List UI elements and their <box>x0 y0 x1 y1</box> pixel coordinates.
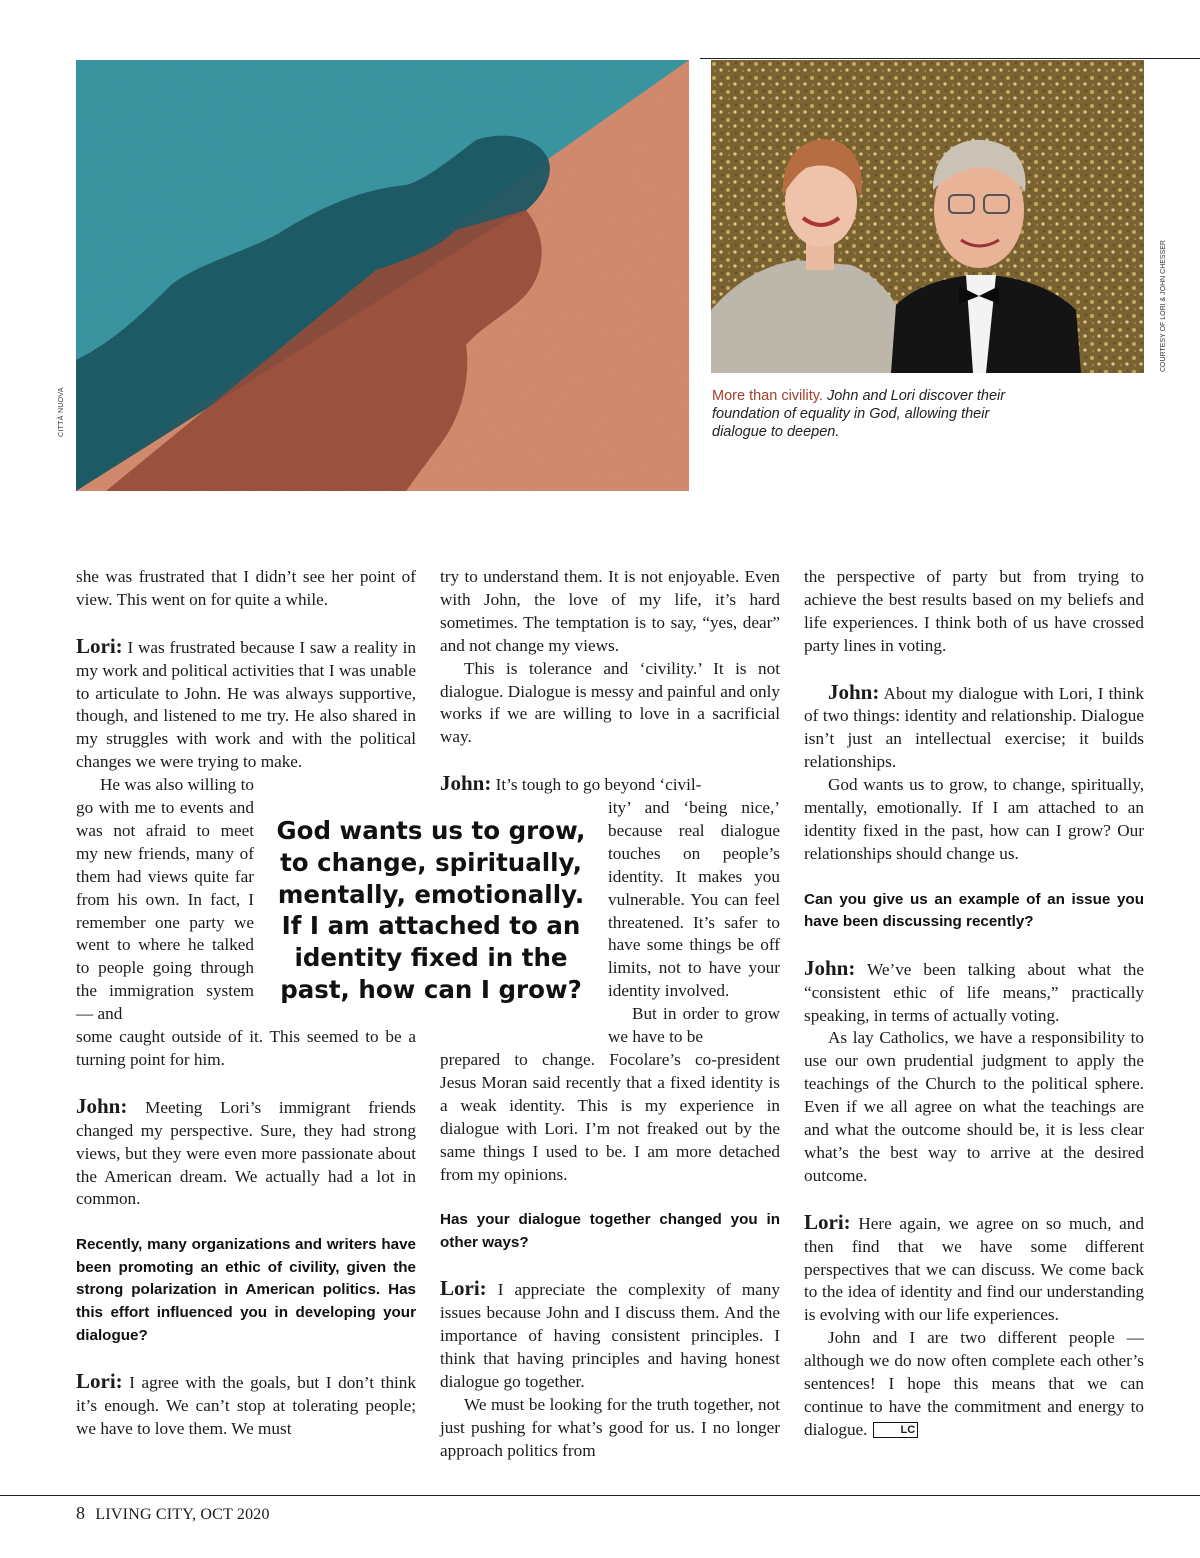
publication-name: LIVING CITY, <box>95 1506 197 1523</box>
interview-question-3: Can you give us an example of an issue you have been discussing recently? <box>804 890 1144 931</box>
col1-continuation: some caught outside of it. This seemed to be a turning point for him. <box>76 1027 416 1070</box>
answer-text: I appreciate the complexity of many issues because John and I discuss them. And the importance of having consistent principles. I think that having principles and having honest dialogue go together. <box>440 1280 780 1392</box>
column-2 <box>440 566 780 1463</box>
page-folio <box>76 1503 270 1524</box>
speaker-label: John: <box>828 679 880 704</box>
col1-john-answer <box>76 1095 416 1212</box>
column-3 <box>804 566 1144 1442</box>
interview-question-1: Recently, many organizations and writers have been promoting an ethic of civility, given the strong polarization in American politics. Has this effort influenced you in developing your dialogue? <box>76 1236 416 1344</box>
col2-narrow-paragraph: ity’ and ‘being nice,’ because real dialogue touches on people’s identity. It makes you vulnerable. You can feel threatened. It’s safer to have some things be off limits, not to have your identity involved. <box>608 798 780 1001</box>
col3-paragraph-2: God wants us to grow, to change, spiritually, mentally, emotionally. If I am attached to an identity fixed in the past, how can I grow? Our relationships should change us. <box>804 775 1144 863</box>
col3-john-answer-2 <box>804 957 1144 1028</box>
col2-last-paragraph: We must be looking for the truth together, not just pushing for what’s good for us. I no longer approach politics from <box>440 1394 780 1460</box>
col1-lori-answer <box>76 635 416 774</box>
top-rule <box>700 58 1200 59</box>
left-photo-credit: CITTÀ NUOVA <box>58 387 65 437</box>
col2-narrow-paragraph-2: But in order to grow we have to be <box>608 1004 780 1047</box>
answer-text: It’s tough to go beyond ‘civil- <box>491 775 702 795</box>
col3-last-paragraph <box>804 1327 1144 1442</box>
col2-continuation: prepared to change. Focolare’s co-president Jesus Moran said recently that a fixed identity is a weak identity. This is my experience in dialogue with Lori. I’m not freaked out by the same things I used to be. I am more detached from my opinions. <box>440 1050 780 1184</box>
col1-paragraph-1: she was frustrated that I didn’t see her point of view. This went on for quite a while. <box>76 567 416 609</box>
pull-quote: God wants us to grow, to change, spiritually, mentally, emotionally. If I am attached to an identity fixed in the past, how can I grow? <box>276 816 586 1004</box>
col3-john-answer <box>804 681 1144 775</box>
interview-question-2: Has your dialogue together changed you in other ways? <box>440 1211 780 1251</box>
col2-paragraph-1: try to understand them. It is not enjoyable. Even with John, the love of my life, it’s hard sometimes. The temptation is to say, “yes, dear” and not change my views. <box>440 567 780 655</box>
col3-paragraph-1: the perspective of party but from trying to achieve the best results based on my beliefs and life experiences. I think both of us have crossed party lines in voting. <box>804 567 1144 655</box>
closing-text: John and I are two different people — although we do now often complete each other’s sentences! I hope this means that we can continue to have the commitment and energy to dialogue. <box>804 1328 1144 1439</box>
col2-paragraph-2: This is tolerance and ‘civility.’ It is not dialogue. Dialogue is messy and painful and only works if we are willing to love in a sacrificial way. <box>440 658 780 747</box>
speaker-label: John: <box>440 771 492 796</box>
answer-text: Meeting Lori’s immigrant friends changed my perspective. Sure, they had strong views, but they were even more passionate about the American dream. We actually had a lot in common. <box>76 1097 416 1209</box>
speaker-label: Lori: <box>76 633 123 658</box>
issue-date: OCT 2020 <box>200 1506 270 1523</box>
col2-lori-answer <box>440 1277 780 1394</box>
answer-text: Here again, we agree on so much, and then find that we have some different perspectives that we can discuss. We come back to the idea of identity and find our understanding is evolving with our life experiences. <box>804 1213 1144 1325</box>
footer-rule <box>0 1495 1200 1496</box>
right-photo-credit: COURTESY OF LORI & JOHN CHESSER <box>1160 240 1167 372</box>
speaker-label: Lori: <box>804 1209 851 1234</box>
shadow-photo <box>76 60 689 491</box>
caption-lead: More than civility. <box>712 388 823 404</box>
page-number: 8 <box>76 1503 86 1523</box>
speaker-label: Lori: <box>76 1369 123 1394</box>
end-mark-icon: LC <box>873 1422 918 1438</box>
couple-photo <box>711 60 1144 373</box>
caption-text: John and Lori discover their foundation of equality in God, allowing their dialogue to deepen. <box>712 388 1006 440</box>
speaker-label: John: <box>76 1093 128 1118</box>
photo-caption <box>712 387 1012 441</box>
speaker-label: Lori: <box>440 1276 487 1301</box>
col1-lori-answer-2 <box>76 1370 416 1441</box>
col1-narrow-paragraph: He was also willing to go with me to events and was not afraid to meet my new friends, many of them had views quite far from his own. In fact, I remember one party we went to where he talked to people going through the immigration system — and <box>76 775 254 1024</box>
col3-lori-answer <box>804 1211 1144 1328</box>
answer-text: I agree with the goals, but I don’t think it’s enough. We can’t stop at tolerating people; we have to love them. We must <box>76 1373 416 1438</box>
col3-paragraph-3: As lay Catholics, we have a responsibility to use our own prudential judgment to apply the teachings of the Church to the political sphere. Even if we all agree on what the teachings are and what the outcome should be, it is less clear what’s the best way to arrive at the desired outcome. <box>804 1028 1144 1185</box>
answer-text: About my dialogue with Lori, I think of two things: identity and relationship. Dialogue isn’t just an intellectual exercise; it builds relationships. <box>804 683 1144 772</box>
answer-text: I was frustrated because I saw a reality in my work and political activities that I was unable to articulate to John. He was always supportive, though, and listened to me try. He also shared in my struggles with work and with the political changes we were trying to make. <box>76 637 416 772</box>
answer-text: We’ve been talking about what the “consistent ethic of life means,” practically speaking, in terms of actually voting. <box>804 959 1144 1025</box>
col2-john-answer <box>440 772 780 797</box>
speaker-label: John: <box>804 955 856 980</box>
